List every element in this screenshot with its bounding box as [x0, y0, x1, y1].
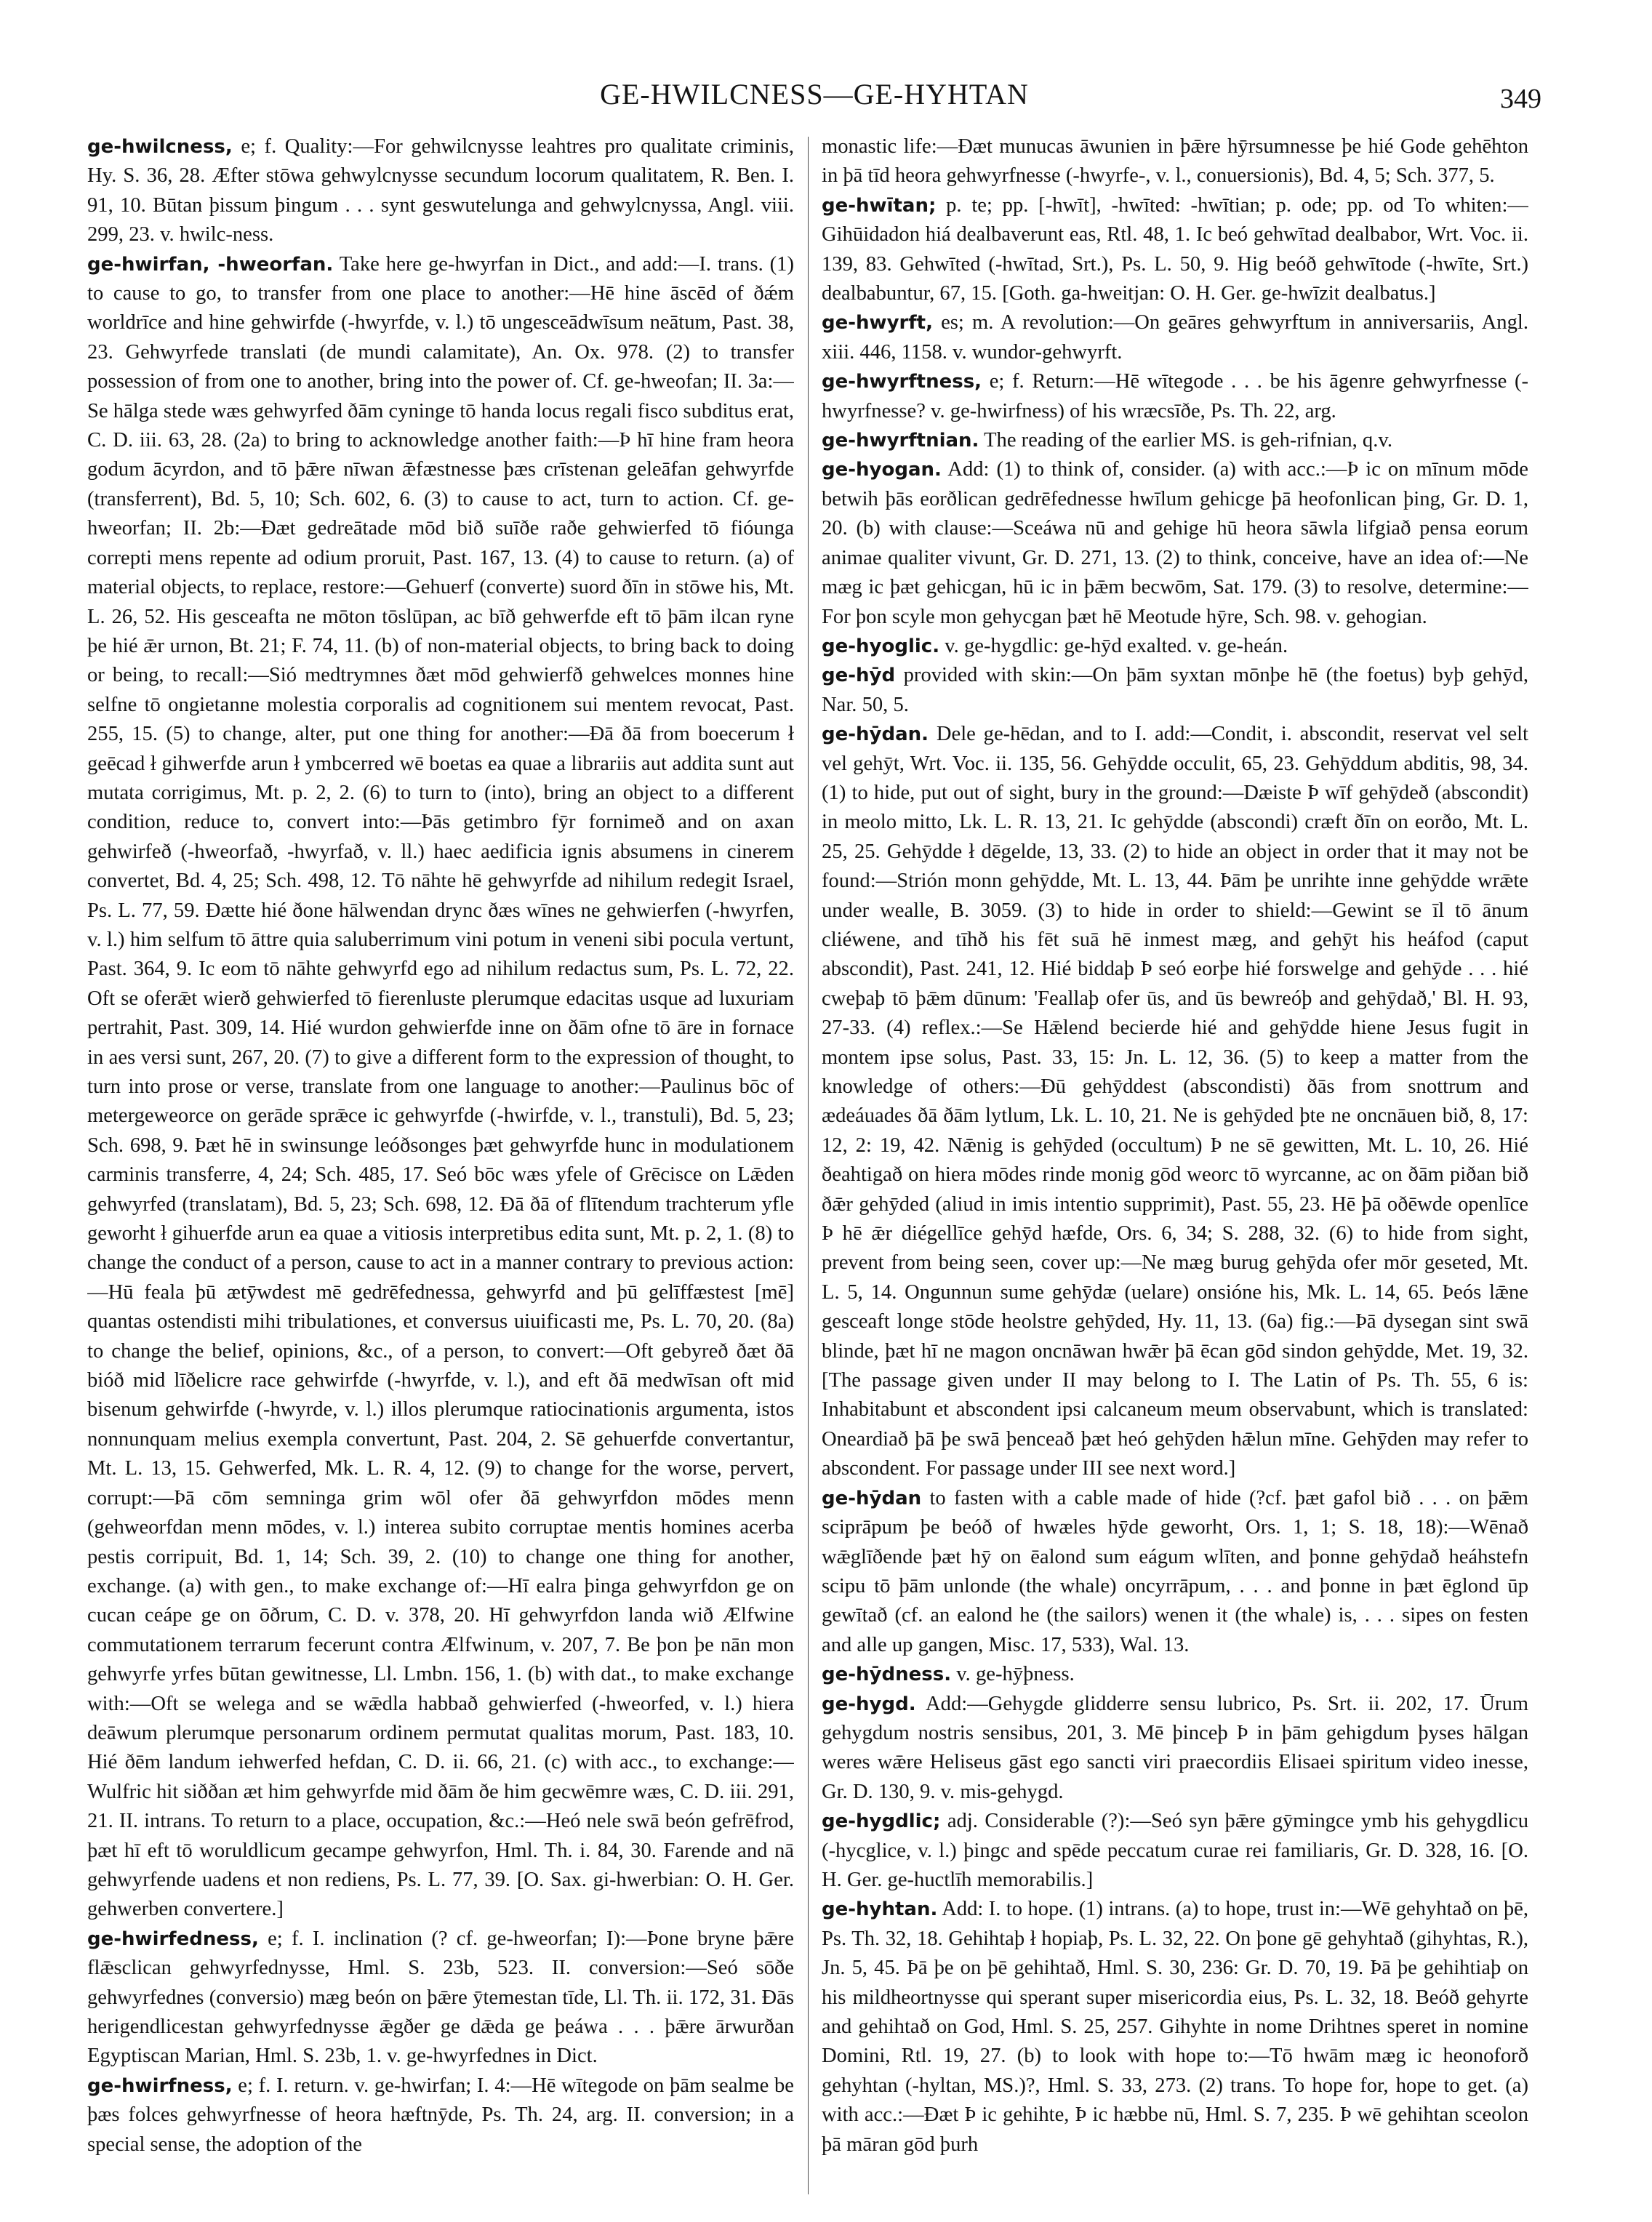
entry	[822, 1807, 1528, 1895]
entry-headword: ge-hyhtan.	[822, 1898, 938, 1921]
entry-body: provided with skin:—On þām syxtan mōnþe hē (the foetus) byþ gehȳd, Nar. 50, 5.	[822, 664, 1528, 716]
entry	[87, 2071, 794, 2159]
right-column	[822, 132, 1528, 2205]
entry-body: Dele ge-hēdan, and to I. add:—Condit, i. abscondit, reservat vel selt vel gehȳt, Wrt. Voc. ii. 135, 56. Gehȳdde occulit, 65, 23. Gehȳddum abditis, 98, 34. (1) to hide, put out of sight, bury in the ground:—Dæiste Þ wīf gehȳdeð (abscondit) in meolo mitto, Lk. L. R. 13, 21. Ic gehȳdde (abscondi) cræft ðīn on eorðo, Mt. L. 25, 25. Gehȳdde ł dēgelde, 13, 33. (2) to hide an object in order that it may not be found:—Strión monn gehȳdde, Mt. L. 13, 44. Þām þe unrihte inne gehȳdde wrǣte under wealle, B. 3059. (3) to hide in order to shield:—Gewint se īl tō ānum cliéwene, and tīhð his fēt suā hē inmest mæg, and gehȳt his heáfod (caput abscondit), Past. 241, 12. Hié biddaþ Þ seó eorþe hié forswelge and gehȳde . . . hié cweþaþ tō þǣm dūnum: 'Feallaþ ofer ūs, and ūs bewreóþ and gehȳdað,' Bl. H. 93, 27-33. (4) reflex.:—Se Hǣlend becierde hié and gehȳdde hiene Jesus fugit in montem ipse solus, Past. 33, 15: Jn. L. 12, 36. (5) to keep a matter from the knowledge of others:—Ðū gehȳddest (abscondisti) ðās from snottrum and ædeáuades ðā ðām lytlum, Lk. L. 10, 21. Ne is gehȳded þte ne oncnāuen bið, 8, 17: 12, 2: 19, 42. Nǣnig is gehȳded (occultum) Þ ne sē gewitten, Mt. L. 10, 26. Hié ðeahtigað on hiera mōdes rinde monig gōd weorc tō wyrcanne, ac on ðām piðan bið ðǣr gehȳded (aliud in imis intentio supprimit), Past. 55, 23. Hē þā oðēwde openlīce Þ hē ǣr diégellīce gehȳd hæfde, Ors. 6, 34; S. 288, 32. (6) to hide from sight, prevent from being seen, cover up:—Ne mæg burug gehȳda ofer mōr geseted, Mt. L. 5, 14. Ongunnun sume gehȳdæ (uelare) onsióne his, Mk. L. 14, 65. Þeós lǣne gesceaft longe stōde heolstre gehȳded, Hy. 11, 13. (6a) fig.:—Þā dysegan sint swā blinde, þæt hī ne magon oncnāwan hwǣr þā ēcan gōd sindon gehȳdde, Met. 19, 32. [The passage given under II may belong to I. The Latin of Ps. Th. 55, 6 is: Inhabitabunt et abscondent ipsi calcaneum meum observabunt, which is translated: Oneardiað þā þe swā þenceað þæt heó gehȳden hǣlun mīne. Gehȳden may refer to abscondent. For passage under III see next word.]	[822, 723, 1528, 1480]
entry-body: p. te; pp. [-hwīt], -hwīted: -hwītian; p. ode; pp. od To whiten:—Gihūidadon hiá dealbaverunt eas, Rtl. 48, 1. Ic beó gehwītad dealbabor, Wrt. Voc. ii. 139, 83. Gehwīted (-hwītad, Srt.), Ps. L. 50, 9. Hig beóð gehwītode (-hwīte, Srt.) dealbabuntur, 67, 15. [Goth. ga-hweitjan: O. H. Ger. ge-hwīzit dealbatus.]	[822, 193, 1528, 305]
entry-headword: ge-hyogan.	[822, 459, 942, 481]
entry	[822, 1660, 1528, 1689]
entry-headword: ge-hwyrft,	[822, 312, 933, 334]
entry-body: Add:—Gehygde glidderre sensu lubrico, Ps. Srt. ii. 202, 17. Ūrum gehygdum nostris sensibus, 201, 3. Mē þinceþ Þ in þām gehigdum þyses hālgan weres wǣre Heliseus gāst ego sancti viri praecordiis Elisaei spiritum video inesse, Gr. D. 130, 9. v. mis-gehygd.	[822, 1692, 1528, 1803]
entry-body: e; f. I. inclination (? cf. ge-hweorfan; I):—Þone bryne þǣre flǣsclican gehwyrfednysse, Hml. S. 23b, 523. II. conversion:—Seó sōðe gehwyrfednes (conversio) mæg beón on þǣre ȳtemestan tīde, Ll. Th. ii. 172, 31. Ðās herigendlicestan gehwyrfednysse ǣgðer ge dǣda ge þeáwa . . . þǣre ārwurðan Egyptiscan Marian, Hml. S. 23b, 1. v. ge-hwyrfednes in Dict.	[87, 1927, 794, 2068]
entry	[822, 191, 1528, 309]
entry	[822, 1895, 1528, 2159]
entry-body: Add: (1) to think of, consider. (a) with acc.:—Þ ic on mīnum mōde betwih þās eorðlican gedrēfednesse hwīlum gehicge þā heofonlican þing, Gr. D. 1, 20. (b) with clause:—Sceáwa nū and gehige hū heora sāwla lifgiað pensa eorum animae qualiter vivunt, Gr. D. 271, 13. (2) to think, conceive, have an idea of:—Ne mæg ic þæt gehicgan, hū ic in þǣm becwōm, Sat. 179. (3) to resolve, determine:—For þon scyle mon gehycgan þæt hē Meotude hȳre, Sch. 98. v. gehogian.	[822, 458, 1528, 628]
entry-headword: ge-hȳdness.	[822, 1664, 952, 1686]
entry	[822, 661, 1528, 720]
entry-headword: ge-hwirfedness,	[87, 1928, 259, 1950]
entry-body: e; f. Return:—Hē wītegode . . . be his āgenre gehwyrfnesse (-hwyrfnesse? v. ge-hwirfness) of his wræcsīðe, Ps. Th. 22, arg.	[822, 370, 1528, 422]
entry	[822, 632, 1528, 661]
entry	[822, 426, 1528, 455]
page-header	[87, 77, 1541, 121]
entry	[87, 1925, 794, 2071]
entry	[822, 308, 1528, 367]
entry-headword: ge-hygdlic;	[822, 1810, 941, 1833]
entry	[822, 1484, 1528, 1660]
entry-body: v. ge-hygdlic: ge-hȳd exalted. v. ge-heán.	[939, 634, 1288, 657]
entry-body: e; f. I. return. v. ge-hwirfan; I. 4:—Hē wītegode on þām sealme be þæs folces gehwyrfnesse of heora hæftnȳde, Ps. Th. 24, arg. II. conversion; in a special sense, the adoption of the	[87, 2074, 794, 2156]
entry-headword: ge-hwītan;	[822, 194, 937, 217]
entry-headword: ge-hȳdan	[822, 1487, 922, 1509]
column-divider	[808, 137, 809, 2194]
entry	[822, 455, 1528, 631]
entry-body: Add: I. to hope. (1) intrans. (a) to hope, trust in:—Wē gehyhtað on þē, Ps. Th. 32, 18. Gehihtaþ ł hopiaþ, Ps. L. 32, 22. On þone gē gehyhtað (gihyhtas, R.), Jn. 5, 45. Þā þe on þē gehihtað, Hml. S. 30, 236: Gr. D. 70, 19. Þā þe gehihtiaþ on his mildheortnysse qui sperant super misericordia eius, Ps. L. 32, 18. Beóð gehyrte and gehihtað on God, Hml. S. 25, 257. Gihyhte in nome Drihtnes speret in nomine Domini, Rtl. 19, 27. (b) to look with hope to:—Tō hwām mæg ic heonoforð gehyhtan (-hyltan, MS.)?, Hml. S. 33, 273. (2) trans. To hope for, hope to get. (a) with acc.:—Ðæt Þ ic gehihte, Þ ic hæbbe nū, Hml. S. 7, 235. Þ wē gehihtan sceolon þā māran gōd þurh	[822, 1898, 1528, 2156]
entry-body: v. ge-hȳþness.	[951, 1663, 1075, 1686]
entry	[822, 1690, 1528, 1808]
entry-headword: ge-hwyrftnian.	[822, 430, 979, 452]
entry-headword: ge-hwilcness,	[87, 136, 233, 158]
entry-body: adj. Considerable (?):—Seó syn þǣre gȳmingce ymb his gehygdlicu (-hycglice, v. l.) þingc and spēde peccatum curae rei familiaris, Gr. D. 328, 16. [O. H. Ger. ge-huctlīh memorabilis.]	[822, 1810, 1528, 1891]
entry-body: Take here ge-hwyrfan in Dict., and add:—I. trans. (1) to cause to go, to transfer from one place to another:—Hē hine āscēd of ðǽm worldrīce and hine gehwirfde (-hwyrfde, v. l.) tō ungesceādwīsum neātum, Past. 38, 23. Gehwyrfede translati (de mundi calamitate), An. Ox. 978. (2) to transfer possession of from one to another, bring into the power of. Cf. ge-hweofan; II. 3a:—Se hālga stede wæs gehwyrfed ðām cyninge tō handa locus regali fisco subditus erat, C. D. iii. 63, 28. (2a) to bring to acknowledge another faith:—Þ hī hine fram heora godum ācyrdon, and tō þǣre nīwan ǣfæstnesse þæs crīstenan geleāfan gehwyrfde (transferrent), Bd. 5, 10; Sch. 602, 6. (3) to cause to act, turn to action. Cf. ge-hweorfan; II. 2b:—Ðæt gedreātade mōd bið suīðe raðe gehwierfed tō fióunga correpti mens repente ad odium proruit, Past. 167, 13. (4) to cause to return. (a) of material objects, to replace, restore:—Gehuerf (converte) suord ðīn in stōwe his, Mt. L. 26, 52. His gesceafta ne mōton tōslūpan, ac bīð gehwerfde eft tō þām ilcan ryne þe hié ǣr urnon, Bt. 21; F. 74, 11. (b) of non-material objects, to bring back to doing or being, to recall:—Sió medtrymnes ðæt mōd gehwierfð gehwelces monnes hine selfne tō ongietanne molestia corporalis ad cognitionem sui mentem revocat, Past. 255, 15. (5) to change, alter, put one thing for another:—Ðā ðā from boecerum ł geēcad ł gihwerfde arun ł ymbcerred wē boetas ea quae a librariis aut addita sunt aut mutata corrigimus, Mt. p. 2, 2. (6) to turn to (into), bring an object to a different condition, reduce to, convert into:—Þās getimbro fȳr fornimeð and on axan gehwirfeð (-hweorfað, -hwyrfað, v. ll.) haec aedificia ignis absumens in cinerem convertet, Bd. 4, 25; Sch. 498, 12. Tō nāhte hē gehwyrfde ad nihilum redegit Israel, Ps. L. 77, 59. Ðætte hié ðone hālwendan drync ðæs wīnes ne gehwierfen (-hwyrfen, v. l.) him selfum tō āttre quia saluberrimum vini potum in veneni sibi pocula vertunt, Past. 364, 9. Ic eom tō nāhte gehwyrfd ego ad nihilum redactus sum, Ps. L. 72, 22. Oft se oferǣt wierð gehwierfed tō fierenluste plerumque edacitas usque ad luxuriam pertrahit, Past. 309, 14. Hié wurdon gehwierfde inne on ðām ofne tō āre in fornace in aes versi sunt, 267, 20. (7) to give a different form to the expression of thought, to turn into prose or verse, translate from one language to another:—Paulinus bōc of metergeweorce on gerāde sprǣce ic gehwyrfde (-hwirfde, v. l., transtuli), Bd. 5, 23; Sch. 698, 9. Þæt hē in swinsunge leóðsonges þæt gehwyrfde hunc in modulationem carminis transferre, 4, 24; Sch. 485, 17. Seó bōc wæs yfele of Grēcisce on Lǣden gehwyrfed (translatam), Bd. 5, 23; Sch. 698, 12. Ðā ðā of flītendum trachterum yfle geworht ł gihuerfde arun ea quae a vitiosis interpretibus edita sunt, Mt. p. 2, 1. (8) to change the conduct of a person, cause to act in a manner contrary to previous action:—Hū feala þū ætȳwdest mē gedrēfednessa, gehwyrfd and þū gelīffæstest [mē] quantas ostendisti mihi tribulationes, et conversus uiuificasti me, Ps. L. 70, 20. (8a) to change the belief, opinions, &c., of a person, to convert:—Oft gebyreð ðæt ðā bióð mid līðelicre race gehwirfde (-hwyrfde, v. l.), and eft ðā medwīsan oft mid bisenum gehwirfde (-hwyrde, v. l.) illos plerumque ratiocinationis argumenta, istos nonnunquam melius exempla convertunt, Past. 204, 2. Sē gehuerfde convertantur, Mt. L. 13, 15. Gehwerfed, Mk. L. R. 4, 12. (9) to change for the worse, pervert, corrupt:—Þā cōm semninga grim wōl ofer ðā gehwyrfdon mōdes menn (gehweorfdan menn mōdes, v. l.) interea subito corruptae mentis homines acerba pestis corripuit, Bd. 1, 14; Sch. 39, 2. (10) to change one thing for another, exchange. (a) with gen., to make exchange of:—Hī ealra þinga gehwyrfdon ge on cucan ceápe ge on ōðrum, C. D. v. 378, 20. Hī gehwyrfdon landa wið Ælfwine commutationem terrarum fecerunt contra Ælfwinum, v. 207, 7. Be þon þe nān mon gehwyrfe yrfes būtan gewitnesse, Ll. Lmbn. 156, 1. (b) with dat., to make exchange with:—Oft se welega and se wǣdla habbað gehwierfed (-hweorfed, v. l.) hiera deāwum plerumque personarum ordinem permutat qualitas morum, Past. 183, 10. Hié ðēm landum iehwerfed hefdan, C. D. ii. 66, 21. (c) with acc., to exchange:—Wulfric hit siððan æt him gehwyrfde mid ðām ðe him gecwēmre wæs, C. D. iii. 291, 21. II. intrans. To return to a place, occupation, &c.:—Heó nele swā beón gefrēfrod, þæt hī eft tō woruldlicum gecampe gehwyrfon, Hml. Th. i. 84, 30. Farende and nā gehwyrfende uadens et non rediens, Ps. L. 77, 39. [O. Sax. gi-hwerbian: O. H. Ger. gehwerben convertere.]	[87, 252, 794, 1921]
entry-body: to fasten with a cable made of hide (?cf. þæt gafol bið . . . on þǣm sciprāpum þe beóð of hwæles hȳde geworht, Ors. 1, 1; S. 18, 18):—Wēnað wǣglīðende þæt hȳ on ēalond sum eágum wlīten, and þonne gehȳdað heáhstefn scipu tō þām unlonde (the whale) oncyrrāpum, . . . and þonne in þæt ēglond ūp gewītað (cf. an ealond he (the sailors) wenen it (the whale) is, . . . sipes on festen and alle up gangen, Misc. 17, 533), Wal. 13.	[822, 1486, 1528, 1656]
entry-body: monastic life:—Ðæt munucas āwunien in þǣre hȳrsumnesse þe hié Gode gehēhton in þā tīd heora gehwyrfnesse (-hwyrfe-, v. l., conuersionis), Bd. 4, 5; Sch. 377, 5.	[822, 135, 1528, 188]
entry-headword: ge-hȳdan.	[822, 723, 929, 746]
entry	[822, 367, 1528, 426]
dictionary-columns	[87, 132, 1541, 2205]
page-number: 349	[1500, 84, 1541, 114]
entry	[87, 250, 794, 1925]
entry-body: es; m. A revolution:—On geāres gehwyrftum in anniversariis, Angl. xiii. 446, 1158. v. wundor-gehwyrft.	[822, 311, 1528, 364]
entry-continuation	[822, 132, 1528, 191]
running-head: GE-HWILCNESS—GE-HYHTAN	[600, 78, 1029, 111]
entry-headword: ge-hwirfness,	[87, 2074, 233, 2097]
entry	[822, 720, 1528, 1484]
entry-body: e; f. Quality:—For gehwilcnysse leahtres pro qualitate criminis, Hy. S. 36, 28. Æfter stōwa gehwylcnysse secundum locorum qualitatem, R. Ben. I. 91, 10. Būtan þissum þingum . . . synt geswutelunga and gehwylcnyssa, Angl. viii. 299, 23. v. hwilc-ness.	[87, 135, 794, 246]
entry-body: The reading of the earlier MS. is geh-rifnian, q.v.	[979, 429, 1392, 452]
entry-headword: ge-hygd.	[822, 1693, 916, 1715]
entry-headword: ge-hwyrftness,	[822, 371, 982, 393]
left-column	[87, 132, 794, 2205]
entry	[87, 132, 794, 250]
entry-headword: ge-hyoglic.	[822, 635, 940, 657]
entry-headword: ge-hȳd	[822, 665, 896, 687]
entry-headword: ge-hwirfan, -hweorfan.	[87, 253, 334, 276]
